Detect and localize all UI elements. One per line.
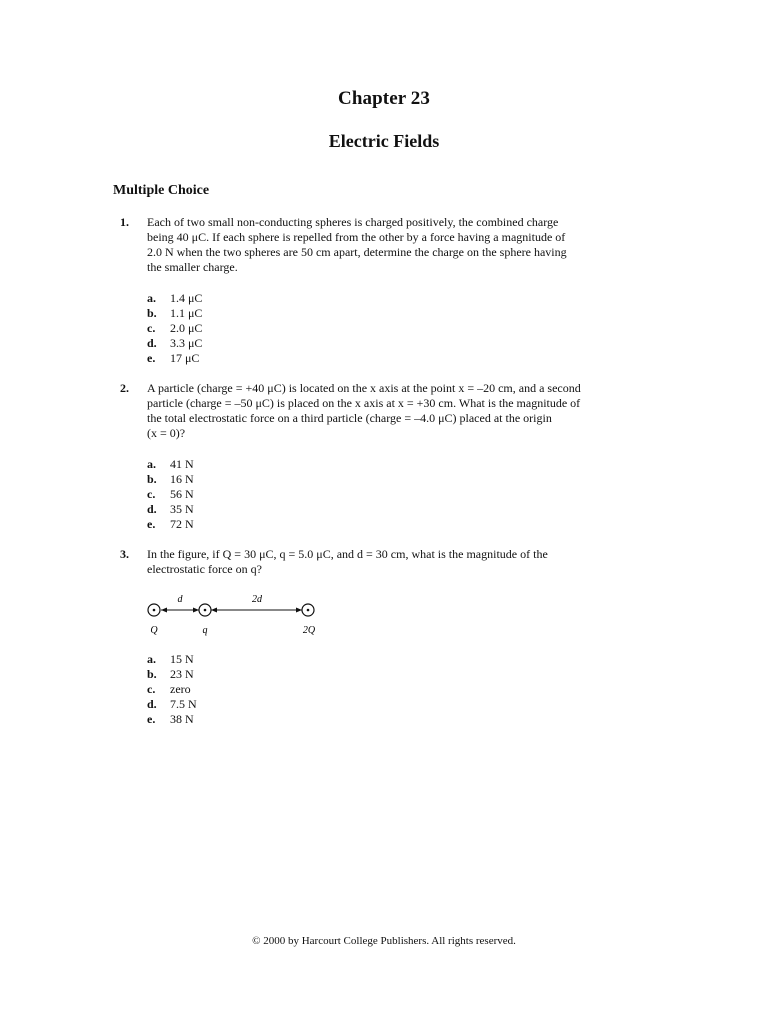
question-line: (x = 0)? xyxy=(147,426,186,440)
option-letter: e. xyxy=(147,517,156,531)
charge-label-Q: Q xyxy=(150,625,158,636)
question-line: the total electrostatic force on a third particle (charge = –4.0 μC) placed at the origin xyxy=(147,411,552,425)
option-value: 23 N xyxy=(170,667,194,681)
distance-label-2d: 2d xyxy=(252,594,262,605)
charge-2Q-icon xyxy=(302,604,314,616)
arrowhead-icon xyxy=(161,608,167,613)
option-letter: b. xyxy=(147,667,157,681)
option-letter: a. xyxy=(147,457,156,471)
question-text xyxy=(147,547,652,577)
option-value: 16 N xyxy=(170,472,194,486)
question-text xyxy=(147,215,652,275)
question-line: In the figure, if Q = 30 μC, q = 5.0 μC, and d = 30 cm, what is the magnitude of the xyxy=(147,547,548,561)
option-letter: c. xyxy=(147,321,156,335)
arrowhead-icon xyxy=(211,608,217,613)
option-value: 35 N xyxy=(170,502,194,516)
option-letter: e. xyxy=(147,351,156,365)
charge-label-q: q xyxy=(202,625,208,636)
option-letter: d. xyxy=(147,502,157,516)
option-value: 2.0 μC xyxy=(170,321,203,335)
question-line: 2.0 N when the two spheres are 50 cm apart, determine the charge on the sphere having xyxy=(147,245,567,259)
chapter-title: Electric Fields xyxy=(328,131,440,151)
option-value: 41 N xyxy=(170,457,194,471)
charge-q-icon xyxy=(199,604,211,616)
option-letter: d. xyxy=(147,697,157,711)
option-letter: b. xyxy=(147,472,157,486)
question-number: 3. xyxy=(120,547,129,561)
option-value: 38 N xyxy=(170,712,194,726)
charge-Q-icon xyxy=(148,604,160,616)
question-line: Each of two small non-conducting spheres is charged positively, the combined charge xyxy=(147,215,559,229)
option-letter: a. xyxy=(147,652,156,666)
chapter-heading: Chapter 23 xyxy=(338,88,430,109)
arrowhead-icon xyxy=(193,608,199,613)
option-value: 56 N xyxy=(170,487,194,501)
question-text xyxy=(147,381,652,441)
question-line: being 40 μC. If each sphere is repelled from the other by a force having a magnitude of xyxy=(147,230,566,244)
charge-diagram xyxy=(145,590,330,638)
option-letter: b. xyxy=(147,306,157,320)
question-line: A particle (charge = +40 μC) is located on the x axis at the point x = –20 cm, and a second xyxy=(147,381,581,395)
option-value: 7.5 N xyxy=(170,697,197,711)
question-line: particle (charge = –50 μC) is placed on the x axis at x = +30 cm. What is the magnitude of xyxy=(147,396,581,410)
question-number: 2. xyxy=(120,381,129,395)
option-letter: e. xyxy=(147,712,156,726)
option-value: 3.3 μC xyxy=(170,336,203,350)
charge-label-2Q: 2Q xyxy=(302,625,316,636)
option-value: zero xyxy=(170,682,191,696)
option-letter: c. xyxy=(147,682,156,696)
option-letter: d. xyxy=(147,336,157,350)
option-value: 17 μC xyxy=(170,351,200,365)
option-value: 1.1 μC xyxy=(170,306,203,320)
arrowhead-icon xyxy=(296,608,302,613)
question-number: 1. xyxy=(120,215,129,229)
option-value: 72 N xyxy=(170,517,194,531)
option-value: 1.4 μC xyxy=(170,291,203,305)
section-heading: Multiple Choice xyxy=(113,183,210,198)
option-letter: a. xyxy=(147,291,156,305)
copyright-footer: © 2000 by Harcourt College Publishers. All rights reserved. xyxy=(252,935,516,947)
option-letter: c. xyxy=(147,487,156,501)
distance-label-d: d xyxy=(177,594,183,605)
option-value: 15 N xyxy=(170,652,194,666)
question-line: the smaller charge. xyxy=(147,260,238,274)
question-line: electrostatic force on q? xyxy=(147,562,262,576)
